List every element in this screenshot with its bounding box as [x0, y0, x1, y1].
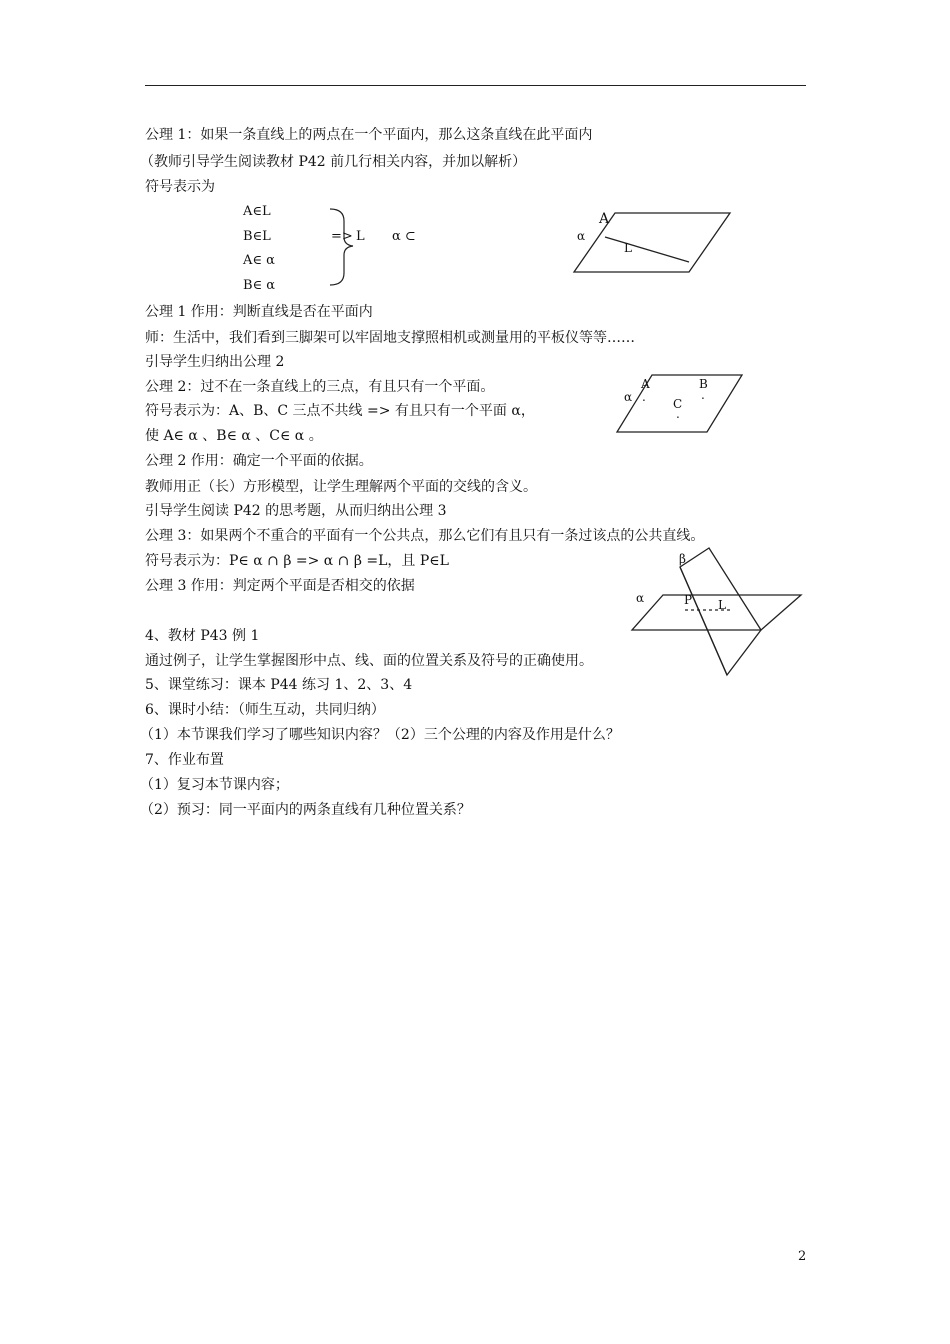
page-number: 2 [798, 1249, 807, 1264]
point-a-label: A [641, 377, 650, 391]
point-a-label: A [599, 211, 610, 227]
two-planes-diagram [625, 545, 810, 680]
axiom3-use: 公理 3 作用：判定两个平面是否相交的依据 [145, 578, 415, 594]
axiom2-use: 公理 2 作用：确定一个平面的依据。 [145, 453, 373, 469]
alpha-subset-symbol: α ⊂ [392, 229, 416, 244]
point-c-label: C [673, 397, 683, 411]
line-l-label: L [718, 598, 726, 612]
header-rule [145, 85, 806, 86]
point-a-dot: . [642, 390, 646, 404]
brace-icon [326, 207, 356, 287]
alpha-label: α [636, 591, 645, 605]
teacher-note: （教师引导学生阅读教材 P42 前几行相关内容，并加以解析） [140, 154, 527, 170]
b-in-alpha: B∈ α [243, 278, 276, 293]
item6-question: （1）本节课我们学习了哪些知识内容？（2）三个公理的内容及作用是什么？ [140, 727, 620, 743]
homework-1: （1）复习本节课内容； [140, 777, 289, 793]
a-in-l: A∈L [243, 204, 271, 219]
symbol-intro: 符号表示为 [145, 179, 215, 195]
a-in-alpha: A∈ α [243, 253, 275, 268]
point-b-dot: . [701, 388, 705, 402]
item7-text: 7、作业布置 [145, 752, 224, 768]
b-in-l: B∈L [243, 229, 271, 244]
axiom2-symbol-cont: 使 A∈ α 、B∈ α 、C∈ α 。 [145, 428, 323, 444]
alpha-label: α [577, 229, 586, 243]
implies-symbol: => [331, 229, 353, 244]
line-l-label: L [624, 241, 632, 255]
teacher-model: 教师用正（长）方形模型，让学生理解两个平面的交线的含义。 [145, 479, 537, 495]
axiom2-symbol: 符号表示为：A、B、C 三点不共线 => 有且只有一个平面 α， [145, 403, 535, 419]
beta-label: β [679, 552, 686, 566]
line-l-symbol: L [356, 229, 365, 244]
homework-2: （2）预习：同一平面内的两条直线有几种位置关系？ [140, 802, 471, 818]
plane-line-diagram [560, 205, 740, 285]
axiom1-text: 公理 1：如果一条直线上的两点在一个平面内，那么这条直线在此平面内 [145, 127, 593, 143]
point-c-dot: . [676, 407, 680, 421]
guide3-text: 引导学生阅读 P42 的思考题，从而归纳出公理 3 [145, 503, 447, 519]
point-b-label: B [699, 377, 708, 391]
teacher-text: 师：生活中，我们看到三脚架可以牢固地支撑照相机或测量用的平板仪等等…… [145, 330, 635, 346]
axiom3-text: 公理 3：如果两个不重合的平面有一个公共点，那么它们有且只有一条过该点的公共直线。 [145, 528, 705, 544]
point-p-label: P [684, 593, 693, 607]
alpha-label: α [624, 390, 633, 404]
item6-text: 6、课时小结：（师生互动，共同归纳） [145, 702, 385, 718]
item5-text: 5、课堂练习：课本 P44 练习 1、2、3、4 [145, 677, 413, 693]
guide2-text: 引导学生归纳出公理 2 [145, 354, 285, 370]
item4-desc: 通过例子，让学生掌握图形中点、线、面的位置关系及符号的正确使用。 [145, 653, 593, 669]
axiom1-use: 公理 1 作用：判断直线是否在平面内 [145, 304, 373, 320]
axiom2-text: 公理 2：过不在一条直线上的三点，有且只有一个平面。 [145, 379, 495, 395]
item4-text: 4、教材 P43 例 1 [145, 628, 260, 644]
axiom3-symbol: 符号表示为：P∈ α ∩ β => α ∩ β =L，且 P∈L [145, 553, 449, 569]
